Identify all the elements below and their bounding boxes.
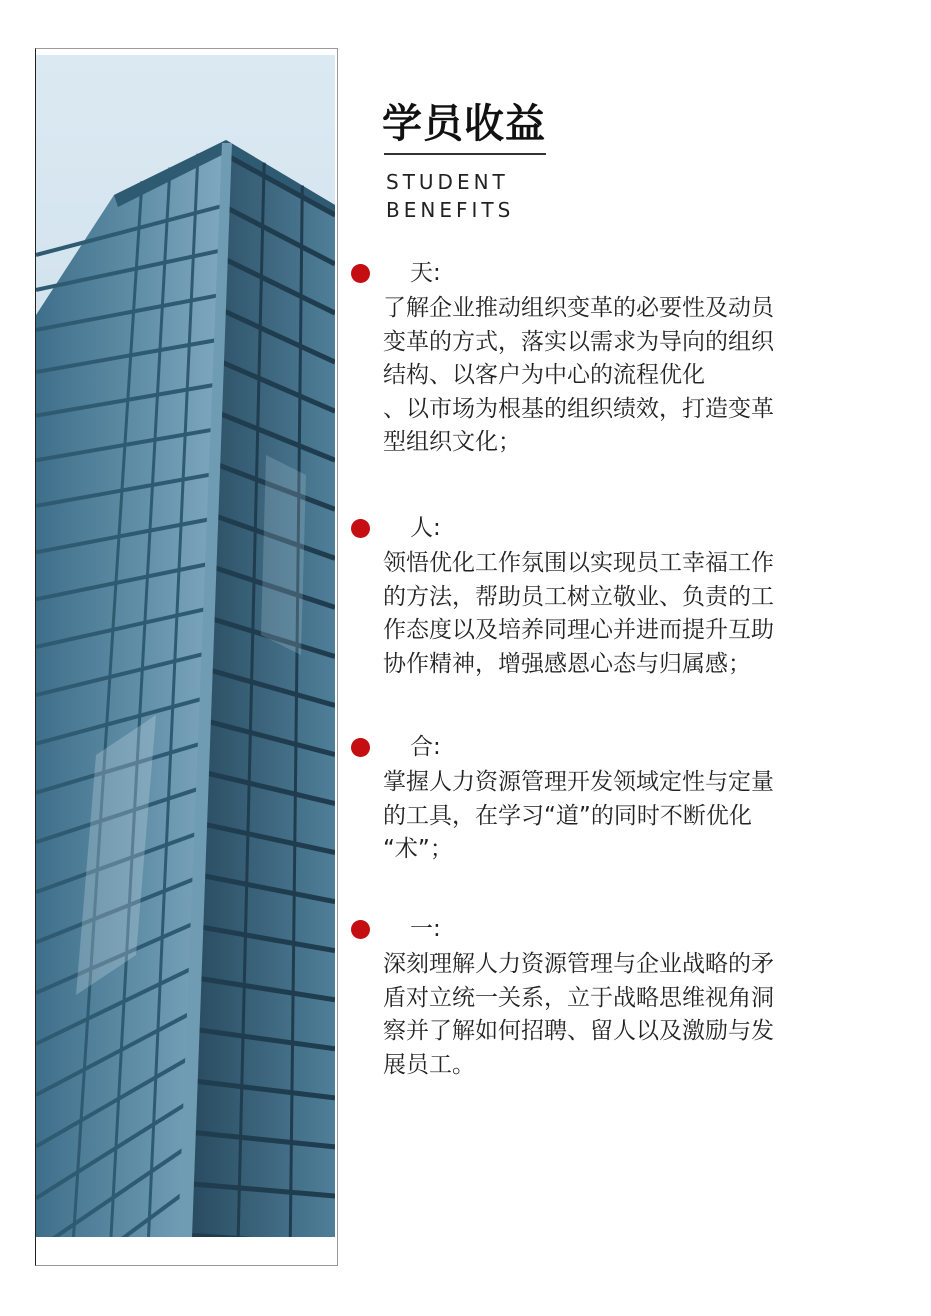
title-underline	[384, 153, 546, 155]
text-line: 的工具，在学习“道”的同时不断优化	[383, 802, 752, 829]
text-line: 的方法，帮助员工树立敬业、负责的工	[383, 583, 774, 610]
bullet-icon	[351, 519, 370, 538]
text-line: 掌握人力资源管理开发领域定性与定量	[383, 769, 774, 795]
text-line: 盾对立统一关系，立于战略思维视角洞	[383, 984, 774, 1011]
benefit-item-he	[350, 732, 850, 867]
benefit-description	[383, 948, 835, 1082]
glass-building-image	[36, 55, 335, 1237]
subtitle-line: STUDENT	[386, 170, 509, 194]
bullet-icon	[351, 738, 370, 757]
benefit-label: 人:	[410, 515, 441, 541]
benefit-label: 天:	[410, 260, 441, 286]
text-line: 深刻理解人力资源管理与企业战略的矛	[383, 951, 774, 977]
benefit-item-tian	[350, 258, 850, 460]
text-line: 了解企业推动组织变革的必要性及动员	[383, 295, 774, 321]
bullet-icon	[351, 264, 370, 283]
benefit-description	[383, 292, 835, 460]
text-line: 领悟优化工作氛围以实现员工幸福工作	[383, 550, 774, 576]
benefit-label: 一:	[410, 916, 441, 942]
text-line: 变革的方式，落实以需求为导向的组织	[383, 328, 774, 355]
text-line: 察并了解如何招聘、留人以及激励与发	[383, 1018, 774, 1044]
benefit-label: 合:	[410, 734, 441, 760]
subtitle-line: BENEFITS	[386, 198, 515, 222]
photo-frame	[35, 48, 338, 1266]
text-line: “术”；	[383, 836, 453, 862]
page-subtitle	[386, 168, 514, 224]
text-line: 协作精神，增强感恩心态与归属感；	[383, 650, 751, 677]
text-line: 、以市场为根基的组织绩效，打造变革	[383, 395, 774, 422]
benefit-description	[383, 766, 835, 867]
benefit-item-ren	[350, 513, 850, 681]
text-line: 作态度以及培养同理心并进而提升互助	[383, 617, 774, 643]
building-photo	[36, 55, 335, 1237]
benefit-description	[383, 547, 835, 681]
benefit-item-yi	[350, 914, 850, 1082]
text-line: 型组织文化；	[383, 429, 521, 455]
text-line: 结构、以客户为中心的流程优化	[383, 362, 705, 388]
bullet-icon	[351, 920, 370, 939]
page-title: 学员收益	[382, 101, 546, 147]
text-line: 展员工。	[383, 1051, 475, 1078]
